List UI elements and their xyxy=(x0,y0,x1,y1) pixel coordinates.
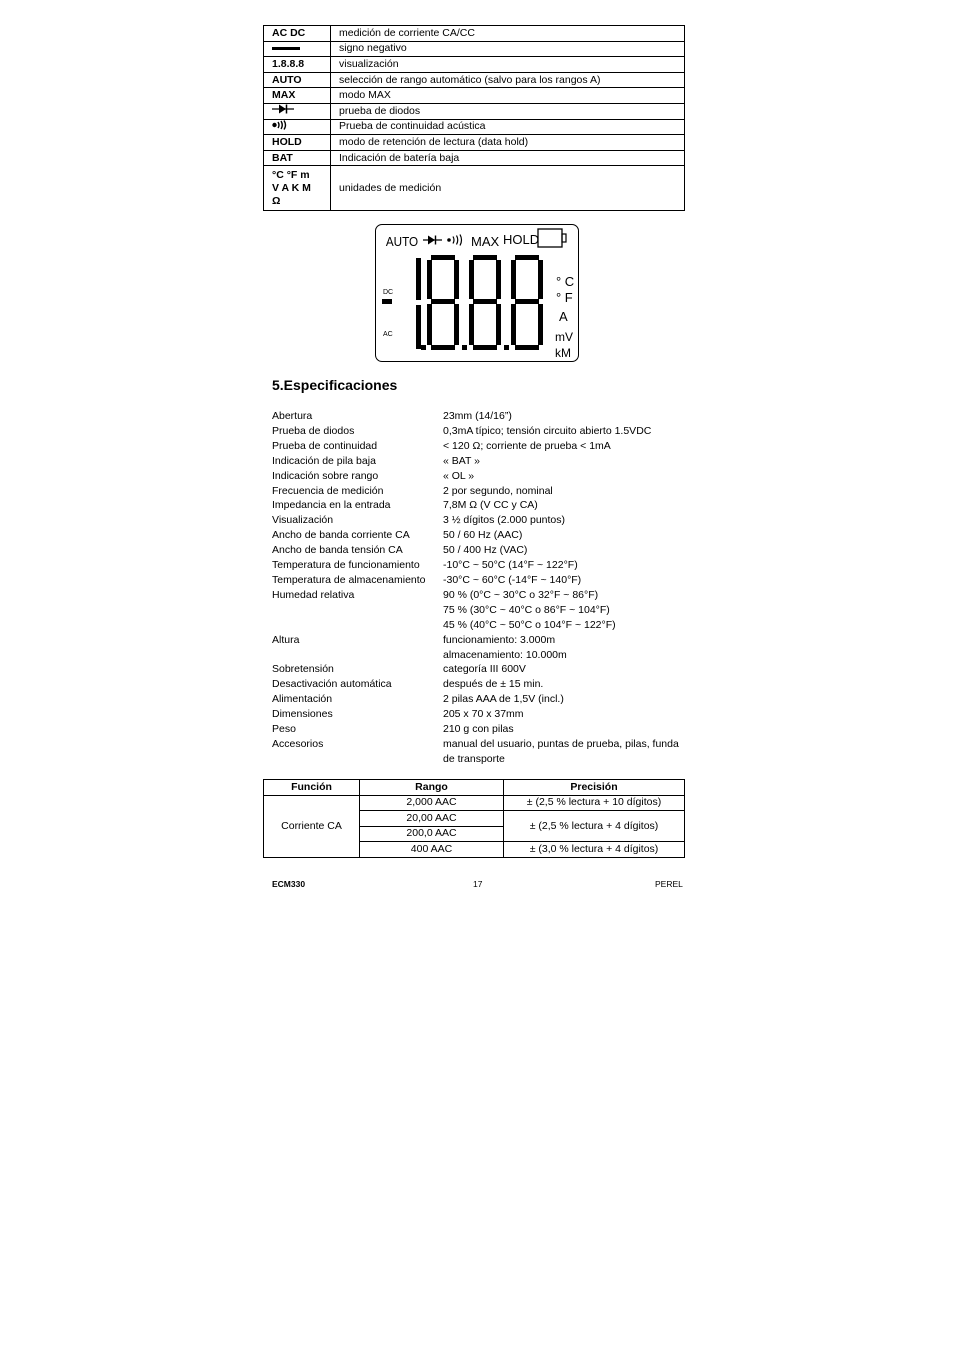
spec-row xyxy=(272,573,692,588)
footer-page-number: 17 xyxy=(473,879,483,889)
symbol-row xyxy=(264,72,685,88)
symbol-desc: visualización xyxy=(331,57,685,73)
spec-row xyxy=(272,558,692,573)
spec-label: Prueba de continuidad xyxy=(272,439,378,452)
spec-row xyxy=(272,439,692,454)
spec-label: Accesorios xyxy=(272,737,324,750)
spec-label: Peso xyxy=(272,723,296,736)
accuracy-table xyxy=(263,779,685,858)
spec-label: Dimensiones xyxy=(272,708,333,721)
spec-label: Temperatura de almacenamiento xyxy=(272,573,426,586)
spec-label: Ancho de banda corriente CA xyxy=(272,529,410,542)
lcd-dc: DC xyxy=(383,289,394,296)
spec-label: Desactivación automática xyxy=(272,678,392,691)
spec-label: Alimentación xyxy=(272,693,333,706)
spec-row xyxy=(272,633,692,663)
spec-row xyxy=(272,498,692,513)
spec-value: funcionamiento: 3.000m xyxy=(443,633,556,646)
spec-row xyxy=(272,588,692,633)
spec-values xyxy=(443,469,692,484)
symbol-desc: modo MAX xyxy=(331,88,685,104)
continuity-beep-icon xyxy=(272,120,290,130)
symbol-key: AUTO xyxy=(264,72,331,88)
lcd-unit-mv: mV xyxy=(555,330,573,344)
range-cell: 400 AAC xyxy=(360,842,504,858)
spec-label: Abertura xyxy=(272,410,313,422)
battery-icon xyxy=(538,229,566,247)
spec-label: Visualización xyxy=(272,514,334,527)
symbol-row xyxy=(264,41,685,57)
symbol-key: AC DC xyxy=(264,26,331,42)
symbol-desc: modo de retención de lectura (data hold) xyxy=(331,135,685,151)
spec-values xyxy=(443,633,692,663)
footer-model: ECM330 xyxy=(272,879,306,889)
spec-value: 75 % (30°C ~ 40°C o 86°F ~ 104°F) xyxy=(443,603,610,616)
symbol-desc: Prueba de continuidad acústica xyxy=(331,119,685,135)
spec-value: 210 g con pilas xyxy=(443,723,514,736)
symbol-row xyxy=(264,166,685,211)
spec-row xyxy=(272,677,692,692)
precision-cell: ± (2,5 % lectura + 10 dígitos) xyxy=(504,795,685,811)
symbol-desc: prueba de diodos xyxy=(331,103,685,119)
symbol-desc: selección de rango automático (salvo para los rangos A) xyxy=(331,72,685,88)
table-header-row xyxy=(264,780,685,796)
spec-value: 0,3mA típico; tensión circuito abierto 1.5VDC xyxy=(443,424,652,437)
spec-row xyxy=(272,737,692,767)
spec-label: Temperatura de funcionamiento xyxy=(272,559,420,572)
lcd-unit-f: ° F xyxy=(556,290,573,305)
lcd-digits xyxy=(382,255,543,350)
spec-value: 2 por segundo, nominal xyxy=(443,484,553,497)
lcd-hold: HOLD xyxy=(503,232,540,247)
symbol-desc: signo negativo xyxy=(331,41,685,57)
lcd-ac: AC xyxy=(383,331,393,338)
continuity-beep-icon xyxy=(447,235,461,246)
spec-value: 90 % (0°C ~ 30°C o 32°F ~ 86°F) xyxy=(443,588,599,601)
lcd-unit-km: kM xyxy=(555,346,571,360)
spec-value: 50 / 60 Hz (AAC) xyxy=(443,529,523,542)
spec-value: 7,8M Ω (V CC y CA) xyxy=(443,499,538,512)
function-cell: Corriente CA xyxy=(264,795,360,857)
spec-value: -30°C ~ 60°C (-14°F ~ 140°F) xyxy=(443,573,582,586)
spec-values xyxy=(443,707,692,722)
lcd-unit-a: A xyxy=(559,309,568,324)
spec-label: Altura xyxy=(272,633,300,646)
table-row xyxy=(264,795,685,811)
symbol-table xyxy=(263,25,685,211)
range-cell: 20,00 AAC xyxy=(360,811,504,827)
spec-values xyxy=(443,588,692,633)
spec-value: almacenamiento: 10.000m xyxy=(443,648,567,661)
spec-label: Humedad relativa xyxy=(272,588,355,601)
spec-value: 45 % (40°C ~ 50°C o 104°F ~ 122°F) xyxy=(443,618,616,631)
symbol-key: MAX xyxy=(264,88,331,104)
spec-label: Frecuencia de medición xyxy=(272,484,384,497)
spec-values xyxy=(443,692,692,707)
spec-values xyxy=(443,498,692,513)
spec-values xyxy=(443,424,692,439)
spec-value: manual del usuario, puntas de prueba, pilas, funda xyxy=(443,737,679,750)
lcd-max: MAX xyxy=(471,234,500,249)
spec-row xyxy=(272,454,692,469)
spec-label: Sobretensión xyxy=(272,663,334,676)
symbol-row xyxy=(264,150,685,166)
symbol-row xyxy=(264,26,685,42)
spec-row xyxy=(272,424,692,439)
symbol-desc: medición de corriente CA/CC xyxy=(331,26,685,42)
symbol-key: 1.8.8.8 xyxy=(264,57,331,73)
spec-values xyxy=(443,662,692,677)
precision-cell: ± (3,0 % lectura + 4 dígitos) xyxy=(504,842,685,858)
spec-label: Prueba de diodos xyxy=(272,424,355,437)
spec-label: Impedancia en la entrada xyxy=(272,499,391,512)
spec-row xyxy=(272,513,692,528)
spec-value: 23mm (14/16”) xyxy=(443,410,512,422)
symbol-desc: Indicación de batería baja xyxy=(331,150,685,166)
spec-values xyxy=(443,737,692,767)
specifications-list xyxy=(272,409,692,767)
footer-brand: PEREL xyxy=(655,879,683,889)
symbol-row xyxy=(264,119,685,135)
spec-value: 50 / 400 Hz (VAC) xyxy=(443,544,528,557)
symbol-row xyxy=(264,135,685,151)
spec-row xyxy=(272,469,692,484)
spec-values xyxy=(443,543,692,558)
spec-label: Indicación sobre rango xyxy=(272,469,379,482)
lcd-unit-c: ° C xyxy=(556,274,575,289)
column-header: Rango xyxy=(360,780,504,796)
symbol-row xyxy=(264,88,685,104)
precision-cell: ± (2,5 % lectura + 4 dígitos) xyxy=(504,811,685,842)
spec-values xyxy=(443,528,692,543)
spec-values xyxy=(443,454,692,469)
spec-values xyxy=(443,439,692,454)
spec-value: « OL » xyxy=(443,469,475,482)
spec-value: 2 pilas AAA de 1,5V (incl.) xyxy=(443,693,564,706)
spec-values xyxy=(443,677,692,692)
spec-row xyxy=(272,662,692,677)
diode-icon xyxy=(423,236,442,245)
symbol-row xyxy=(264,103,685,119)
spec-values xyxy=(443,558,692,573)
lcd-auto: AUTO xyxy=(385,234,419,250)
spec-row xyxy=(272,484,692,499)
lcd-display xyxy=(375,224,579,362)
symbol-desc: unidades de medición xyxy=(331,166,685,211)
spec-value: < 120 Ω; corriente de prueba < 1mA xyxy=(443,439,611,452)
symbol-key: HOLD xyxy=(264,135,331,151)
spec-value: después de ± 15 min. xyxy=(443,678,544,691)
unit-line: V A K M xyxy=(272,181,311,194)
spec-value: -10°C ~ 50°C (14°F ~ 122°F) xyxy=(443,559,578,572)
unit-line: °C °F m xyxy=(272,168,310,181)
range-cell: 200,0 AAC xyxy=(360,826,504,842)
spec-values xyxy=(443,722,692,737)
spec-row xyxy=(272,409,692,424)
spec-value: 3 ½ dígitos (2.000 puntos) xyxy=(443,514,565,527)
unit-line: Ω xyxy=(272,194,281,207)
diode-icon xyxy=(272,104,294,114)
spec-value: 205 x 70 x 37mm xyxy=(443,708,524,721)
symbol-key: BAT xyxy=(264,150,331,166)
spec-value: categoría III 600V xyxy=(443,663,526,676)
spec-row xyxy=(272,692,692,707)
spec-values xyxy=(443,573,692,588)
column-header: Función xyxy=(264,780,360,796)
spec-row xyxy=(272,543,692,558)
spec-value: de transporte xyxy=(443,752,505,765)
spec-row xyxy=(272,707,692,722)
column-header: Precisión xyxy=(504,780,685,796)
symbol-row xyxy=(264,57,685,73)
spec-values xyxy=(443,513,692,528)
spec-values xyxy=(443,409,692,424)
spec-label: Indicación de pila baja xyxy=(272,454,376,467)
range-cell: 2,000 AAC xyxy=(360,795,504,811)
spec-row xyxy=(272,528,692,543)
spec-row xyxy=(272,722,692,737)
minus-sign-icon xyxy=(272,47,300,50)
spec-values xyxy=(443,484,692,499)
spec-value: « BAT » xyxy=(443,454,480,467)
section-heading: 5.Especificaciones xyxy=(272,377,398,393)
spec-label: Ancho de banda tensión CA xyxy=(272,544,403,557)
